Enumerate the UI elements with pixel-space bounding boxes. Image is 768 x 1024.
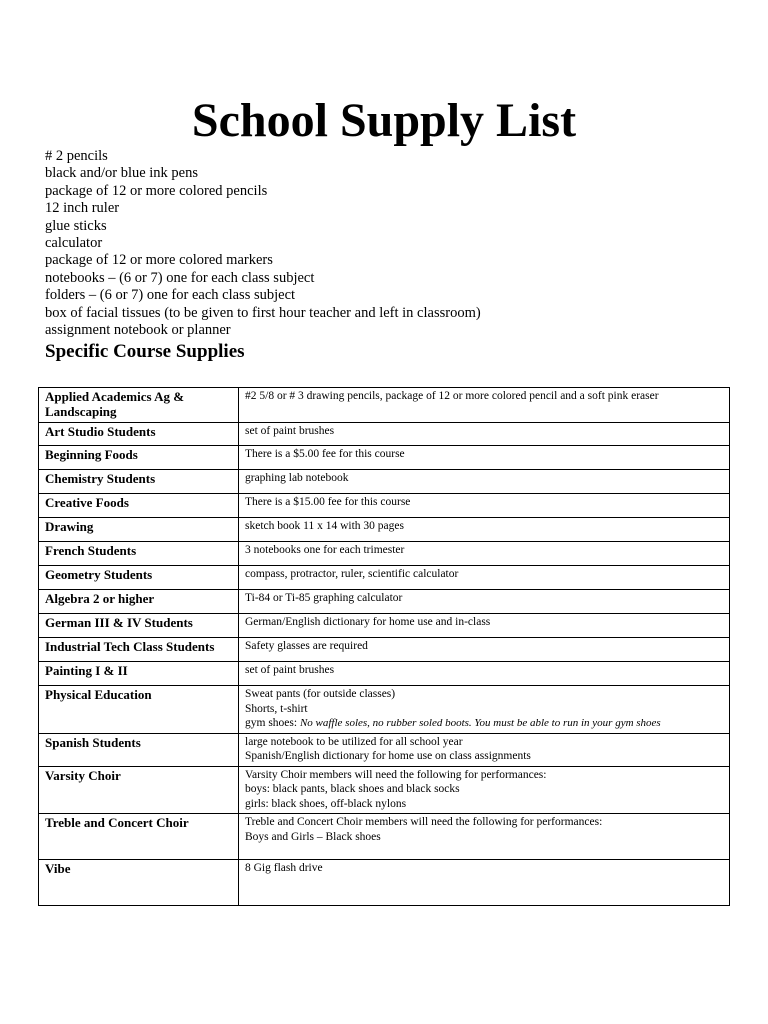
general-supply-item: package of 12 or more colored markers [45, 252, 273, 269]
supply-line [245, 639, 723, 654]
course-supply-cell [239, 860, 730, 906]
table-row [39, 518, 730, 542]
table-row [39, 766, 730, 814]
supply-line [245, 389, 723, 404]
course-name-cell: German III & IV Students [39, 614, 239, 638]
supply-line [245, 830, 723, 845]
supply-text: gym shoes: [245, 717, 300, 729]
general-supply-item: glue sticks [45, 217, 107, 234]
course-supply-cell [239, 814, 730, 860]
course-name-cell: Vibe [39, 860, 239, 906]
course-name-cell: Chemistry Students [39, 470, 239, 494]
supply-line [245, 749, 723, 764]
supply-line [245, 471, 723, 486]
course-name-cell: Art Studio Students [39, 423, 239, 446]
table-row [39, 662, 730, 686]
course-name-cell: French Students [39, 542, 239, 566]
course-supply-cell [239, 686, 730, 734]
general-supply-item: calculator [45, 235, 103, 252]
table-row [39, 860, 730, 906]
course-supply-cell [239, 388, 730, 423]
course-supply-cell [239, 566, 730, 590]
supply-line [245, 797, 723, 812]
page-title: School Supply List [191, 94, 577, 147]
general-supply-item: # 2 pencils [45, 148, 108, 164]
supply-text: There is a $5.00 fee for this course [245, 448, 405, 460]
table-row [39, 686, 730, 734]
course-name-cell: Varsity Choir [39, 766, 239, 814]
specific-course-heading: Specific Course Supplies [45, 341, 245, 362]
supply-line [245, 702, 723, 717]
course-supply-cell [239, 614, 730, 638]
supply-text: Treble and Concert Choir members will need the following for performances: [245, 816, 603, 828]
supply-text: set of paint brushes [245, 664, 335, 676]
course-supply-cell [239, 766, 730, 814]
table-row [39, 423, 730, 446]
general-supply-item: assignment notebook or planner [45, 322, 231, 339]
course-name-cell: Creative Foods [39, 494, 239, 518]
supply-line [245, 768, 723, 783]
supply-line [245, 687, 723, 702]
course-supply-cell [239, 423, 730, 446]
supply-text: large notebook to be utilized for all school year [245, 735, 463, 748]
course-supply-cell [239, 542, 730, 566]
general-supply-item: black and/or blue ink pens [45, 165, 199, 182]
course-name-cell: Industrial Tech Class Students [39, 638, 239, 662]
course-supply-cell [239, 518, 730, 542]
supply-text: Boys and Girls – Black shoes [245, 830, 381, 843]
table-row [39, 446, 730, 470]
supply-line [245, 782, 723, 797]
table-row [39, 733, 730, 766]
general-supply-item: package of 12 or more colored pencils [45, 182, 268, 199]
supply-line [245, 663, 723, 678]
general-supply-item: box of facial tissues (to be given to first hour teacher and left in classroom) [45, 304, 481, 321]
supply-text: Varsity Choir members will need the following for performances: [245, 768, 547, 781]
table-row [39, 388, 730, 423]
supply-line [245, 543, 723, 558]
supply-line [245, 615, 723, 630]
course-supply-cell [239, 590, 730, 614]
supply-text: There is a $15.00 fee for this course [245, 496, 411, 508]
course-name-cell: Physical Education [39, 686, 239, 734]
supply-line [245, 591, 723, 606]
course-supply-cell [239, 662, 730, 686]
general-supply-item: notebooks – (6 or 7) one for each class subject [45, 269, 315, 286]
supply-text: sketch book 11 x 14 with 30 pages [245, 520, 404, 532]
table-row [39, 590, 730, 614]
table-row [39, 638, 730, 662]
table-row [39, 566, 730, 590]
course-name-cell: Drawing [39, 518, 239, 542]
supply-text: 8 Gig flash drive [245, 862, 323, 874]
supply-line [245, 519, 723, 534]
supply-text: girls: black shoes, off-black nylons [245, 797, 407, 810]
course-supply-cell [239, 446, 730, 470]
table-row [39, 494, 730, 518]
supply-text: #2 5/8 or # 3 drawing pencils, package of 12 or more colored pencil and a soft pink eraser [245, 390, 659, 402]
general-supply-item: 12 inch ruler [45, 200, 120, 217]
course-supply-cell [239, 733, 730, 766]
supply-text: 3 notebooks one for each trimester [245, 544, 405, 556]
supply-line [245, 815, 723, 830]
supply-text: boys: black pants, black shoes and black socks [245, 783, 460, 795]
course-supply-cell [239, 638, 730, 662]
supply-text: set of paint brushes [245, 425, 335, 437]
general-supply-list [45, 148, 481, 339]
course-supply-cell [239, 470, 730, 494]
table-row [39, 614, 730, 638]
supply-text: compass, protractor, ruler, scientific calculator [245, 568, 459, 580]
supply-text: Shorts, t-shirt [245, 702, 308, 715]
course-name-cell: Geometry Students [39, 566, 239, 590]
supply-text: graphing lab notebook [245, 472, 349, 484]
supply-note: No waffle soles, no rubber soled boots. You must be able to run in your gym shoes [299, 717, 661, 729]
supply-text: German/English dictionary for home use and in-class [245, 616, 491, 628]
table-row [39, 814, 730, 860]
supply-text: Spanish/English dictionary for home use on class assignments [245, 750, 531, 762]
course-name-cell: Algebra 2 or higher [39, 590, 239, 614]
supply-text: Sweat pants (for outside classes) [245, 688, 396, 700]
course-name-cell: Applied Academics Ag & Landscaping [39, 388, 239, 423]
course-name-cell: Beginning Foods [39, 446, 239, 470]
course-name-cell: Painting I & II [39, 662, 239, 686]
course-name-cell: Treble and Concert Choir [39, 814, 239, 860]
supply-line [245, 735, 723, 750]
supply-text: Ti-84 or Ti-85 graphing calculator [245, 592, 403, 604]
supply-line [245, 716, 723, 731]
course-supplies-table [38, 387, 730, 906]
supply-text: Safety glasses are required [245, 640, 368, 652]
supply-line [245, 424, 723, 439]
supply-line [245, 567, 723, 582]
supply-line [245, 495, 723, 510]
course-name-cell: Spanish Students [39, 733, 239, 766]
general-supply-item: folders – (6 or 7) one for each class subject [45, 287, 296, 304]
course-supply-cell [239, 494, 730, 518]
table-row [39, 470, 730, 494]
table-row [39, 542, 730, 566]
supply-line [245, 447, 723, 462]
supply-line [245, 861, 723, 876]
